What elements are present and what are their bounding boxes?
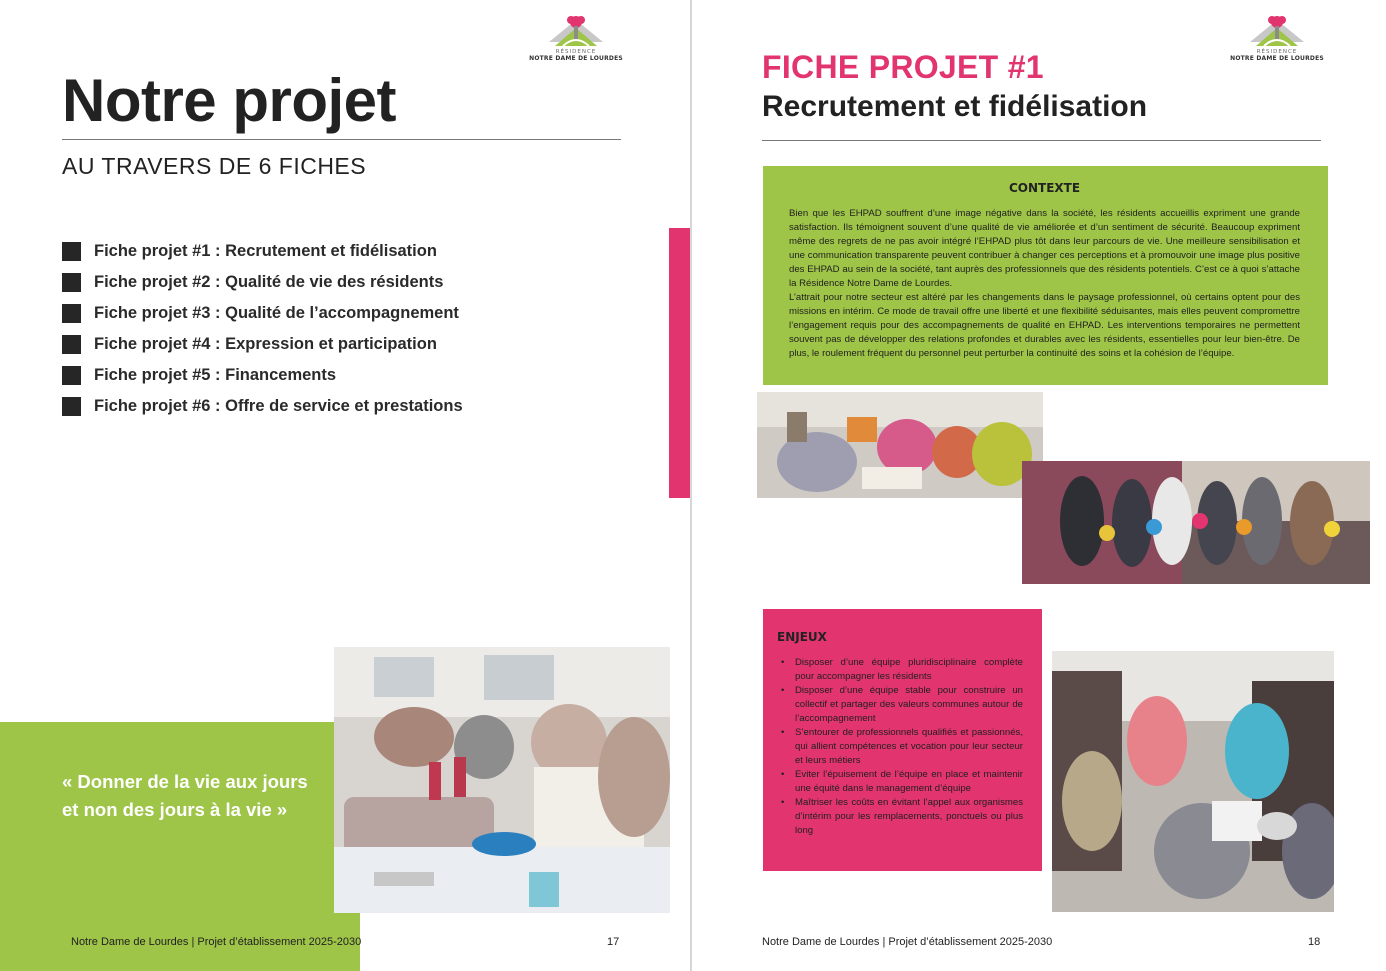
quote-panel [0,722,360,971]
fiche-list-item [62,391,463,422]
contexte-paragraph: L’attrait pour notre secteur est altéré par les changements dans le paysage professionnel, où certains optent pour des missions en intérim. Ce mode de travail offre une liberté et une flexibilité séduisantes, mais elles peuvent compromettre l’engagement requis pour des accompagnements de qualité en EHPAD. Les interventions temporaires ne permettent souvent pas de développer des relations profondes et durables avec les résidents, essentielles pour leur bien-être. De plus, le roulement fréquent du personnel peut perturber la continuité des soins et la cohésion de l’équipe. [789,292,1300,359]
logo-house-icon [541,12,611,48]
enjeux-item: • S’entourer de professionnels qualifiés et passionnés, qui allient compétences et vocation pour leur secteur et leurs métiers [781,726,1023,768]
square-bullet-icon [62,304,81,323]
fiche-list-item [62,360,463,391]
right-page [692,0,1386,971]
square-bullet-icon [62,366,81,385]
fiche-list-item [62,267,463,298]
square-bullet-icon [62,242,81,261]
square-bullet-icon [62,397,81,416]
page-number: 18 [1308,936,1321,948]
fiche-list [62,236,463,422]
fiche-list-item [62,298,463,329]
logo-text-name: NOTRE DAME DE LOURDES [1230,55,1324,62]
page-title: Notre projet [62,67,397,134]
square-bullet-icon [62,335,81,354]
quote-line: « Donner de la vie aux jours [62,771,308,792]
fiche-label: FICHE PROJET #1 [762,49,1044,85]
contexte-heading: CONTEXTE [1008,181,1081,195]
page-subtitle: AU TRAVERS DE 6 FICHES [62,153,367,179]
fiche-list-item-label: Fiche projet #1 : Recrutement et fidélisation [94,242,437,260]
fiche-list-item-label: Fiche projet #2 : Qualité de vie des résidents [94,273,444,291]
contexte-paragraph: Bien que les EHPAD souffrent d’une image négative dans la société, les résidents accueillis expriment une grande satisfaction. Ils témoignent souvent d’une qualité de vie améliorée et d’un sentiment de sécurité. Beaucoup expriment même des regrets de ne pas avoir intégré l’EHPAD plus tôt dans leur parcours de vie. Une meilleure sensibilisation et une communication transparente peuvent contribuer à changer ces perceptions et à promouvoir une image plus positive des EHPAD au sein de la société, tant auprès des professionnels que des résidents potentiels. C’est ce à quoi s’attache la Résidence Notre Dame de Lourdes. [789,208,1300,289]
photo-group-workshop [1052,651,1334,912]
square-bullet-icon [62,273,81,292]
footer-text: Notre Dame de Lourdes | Projet d’établissement 2025-2030 [71,936,362,948]
fiche-list-item-label: Fiche projet #6 : Offre de service et prestations [94,397,463,415]
fiche-list-item-label: Fiche projet #4 : Expression et participation [94,335,437,353]
logo-text-name: NOTRE DAME DE LOURDES [529,55,623,62]
enjeux-heading: ENJEUX [777,630,827,644]
photo-ball-activity [1022,461,1370,584]
title-divider [62,139,621,140]
logo-text-residence: RÉSIDENCE [555,49,597,55]
fiche-list-item-label: Fiche projet #3 : Qualité de l’accompagnement [94,304,459,322]
photo-residents-toast [334,647,670,913]
logo-house-icon [1242,12,1312,48]
left-page [0,0,690,971]
title-divider [762,140,1321,141]
footer-text: Notre Dame de Lourdes | Projet d’établissement 2025-2030 [762,936,1053,948]
fiche-title: Recrutement et fidélisation [762,90,1148,123]
enjeux-list [777,656,1023,838]
enjeux-box [763,609,1042,871]
residence-logo [1230,12,1324,66]
contexte-box [763,166,1328,385]
enjeux-item: • Disposer d’une équipe stable pour construire un collectif et partager des valeurs communes autour de l’accompagnement [781,684,1023,726]
residence-logo [529,12,623,66]
decorative-pink-bar [669,228,690,498]
enjeux-item: • Maîtriser les coûts en évitant l’appel aux organismes d’intérim pour les remplacements, ponctuels ou plus long [781,796,1023,838]
fiche-list-item [62,236,463,267]
page-number: 17 [607,936,620,948]
quote-text [62,768,332,824]
logo-text-residence: RÉSIDENCE [1256,49,1298,55]
quote-line: et non des jours à la vie » [62,799,288,820]
fiche-list-item-label: Fiche projet #5 : Financements [94,366,337,384]
fiche-list-item [62,329,463,360]
enjeux-item: • Eviter l’épuisement de l’équipe en place et maintenir une équité dans le management d’équipe [781,768,1023,796]
enjeux-item: • Disposer d’une équipe pluridisciplinaire complète pour accompagner les résidents [781,656,1023,684]
photo-team-meeting [757,392,1043,498]
